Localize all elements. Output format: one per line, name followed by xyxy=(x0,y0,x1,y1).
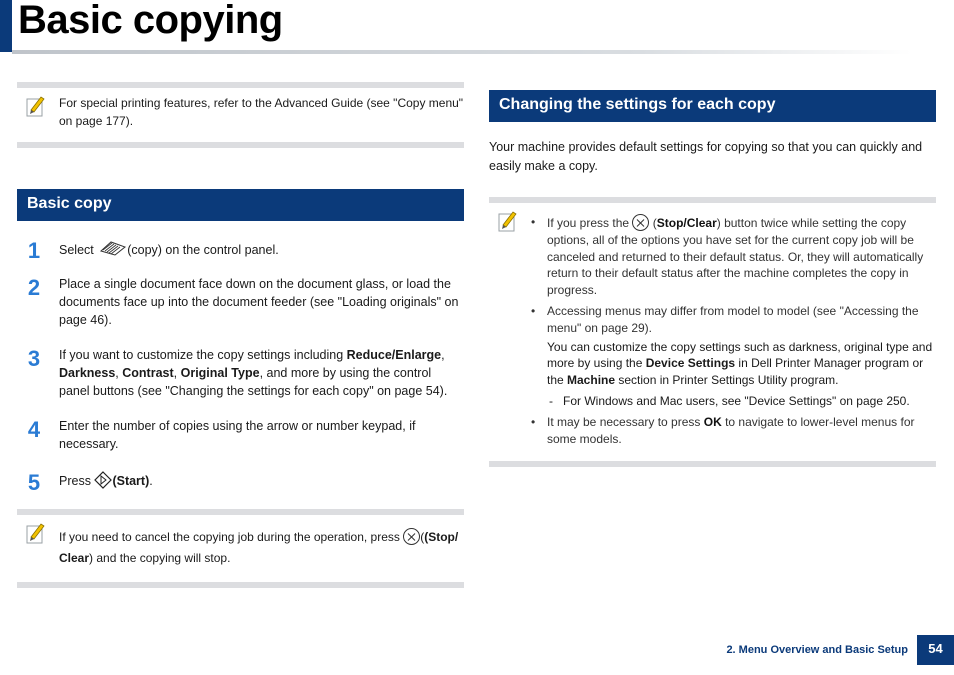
footer-chapter-label: 2. Menu Overview and Basic Setup xyxy=(726,644,908,656)
step-number-1: 1 xyxy=(27,238,41,263)
note-pencil-icon xyxy=(25,521,47,545)
page-title: Basic copying xyxy=(18,0,283,42)
step-number-3: 3 xyxy=(27,346,41,371)
start-icon xyxy=(94,471,112,489)
bullet-1-bold: Stop/Clear xyxy=(656,216,717,230)
bullet-stop-clear: • If you press the (Stop/Clear) button twice while setting the copy options, all of the options you have set for the current copy job will be canceled and returned to their default status. Or, they will automatically return to their default status after the machine completes the copy in progress. xyxy=(531,214,935,299)
bullet-2-t3: section in Printer Settings Utility program. xyxy=(615,373,839,388)
section-header-changing-settings: Changing the settings for each copy xyxy=(489,90,936,122)
bullet-3-before: It may be necessary to press xyxy=(547,414,704,429)
bullet-2-customize xyxy=(547,339,935,389)
stop-clear-icon xyxy=(632,214,649,231)
step-1-after: (copy) on the control panel. xyxy=(127,243,279,257)
sub-item-windows-mac: - For Windows and Mac users, see "Device Settings" on page 250. xyxy=(547,393,935,410)
bullet-1-after: ) button twice while setting the copy options, all of the options you have set for the current copy job will be canceled and returned to their default status. Or, they will automatically return to their default status after the machine completes the copy in progress. xyxy=(547,216,924,298)
bullet-accessing-menus xyxy=(531,303,935,410)
step-text-4: Enter the number of copies using the arrow or number keypad, if necessary. xyxy=(59,419,416,451)
copy-icon xyxy=(97,239,127,257)
step-number-2: 2 xyxy=(27,275,41,300)
bullet-2-b1: Device Settings xyxy=(645,356,736,371)
step-3-t5: , and more by using the control panel buttons (see "Changing the settings for each copy" on page 54). xyxy=(59,366,448,398)
bullet-2-t2: in Dell Printer Manager program or the xyxy=(547,356,924,388)
step-number-4: 4 xyxy=(27,417,41,442)
title-rule xyxy=(12,50,912,54)
bullet-2-t1: You can customize the copy settings such as darkness, original type and more by using the xyxy=(547,339,933,371)
step-3-b2: Darkness xyxy=(59,366,116,380)
bottom-note-bold: (Stop/ Clear xyxy=(59,530,459,565)
title-accent-bar xyxy=(0,0,12,52)
note-text-top: For special printing features, refer to the Advanced Guide (see "Copy menu" on page 177). xyxy=(59,96,464,128)
step-number-5: 5 xyxy=(27,470,41,495)
step-3-t1: If you want to customize the copy settings including xyxy=(59,348,347,362)
note-text-bottom: If you need to cancel the copying job during the operation, press ((Stop/ Clear) and the copying will stop. xyxy=(59,530,459,565)
step-text-5 xyxy=(59,471,464,490)
bullet-2-line: • Accessing menus may differ from model to model (see "Accessing the menu" on page 29). xyxy=(547,303,919,335)
note-pencil-icon xyxy=(25,94,47,118)
step-3-t3: , xyxy=(115,366,123,380)
note-box-bottom xyxy=(17,509,464,588)
bullet-ok-navigate xyxy=(531,414,935,448)
step-text-1 xyxy=(59,239,464,259)
step-3-t4: , xyxy=(173,366,181,380)
settings-bullet-list xyxy=(531,214,935,451)
step-1-before: Select xyxy=(59,243,98,257)
step-5-before: Press xyxy=(59,474,95,488)
step-text-3 xyxy=(59,346,464,400)
stop-clear-icon xyxy=(403,528,420,545)
step-5-bold: (Start) xyxy=(112,474,150,488)
note-box-right xyxy=(489,197,936,467)
section-header-basic-copy: Basic copy xyxy=(17,189,464,221)
step-3-b4: Original Type xyxy=(180,366,260,380)
bottom-note-before: If you need to cancel the copying job during the operation, press xyxy=(59,530,404,544)
step-3-t2: , xyxy=(441,348,445,362)
step-5-after: . xyxy=(149,474,153,488)
step-3-b1: Reduce/Enlarge xyxy=(346,348,442,362)
bullet-2-b2: Machine xyxy=(567,373,616,388)
note-box-top xyxy=(17,82,464,148)
step-text-2: Place a single document face down on the document glass, or load the documents face up into the document feeder (see "Loading originals" on page 46). xyxy=(59,277,459,327)
bullet-1-before: If you press the xyxy=(547,216,633,230)
bottom-note-after: ) and the copying will stop. xyxy=(89,551,231,565)
note-pencil-icon xyxy=(497,209,519,233)
step-3-b3: Contrast xyxy=(122,366,174,380)
page-number: 54 xyxy=(917,635,954,665)
bullet-3-bold: OK xyxy=(703,414,722,429)
changing-intro: Your machine provides default settings for copying so that you can quickly and easily make a copy. xyxy=(489,140,923,173)
bullet-3-after: to navigate to lower-level menus for some models. xyxy=(547,414,915,446)
